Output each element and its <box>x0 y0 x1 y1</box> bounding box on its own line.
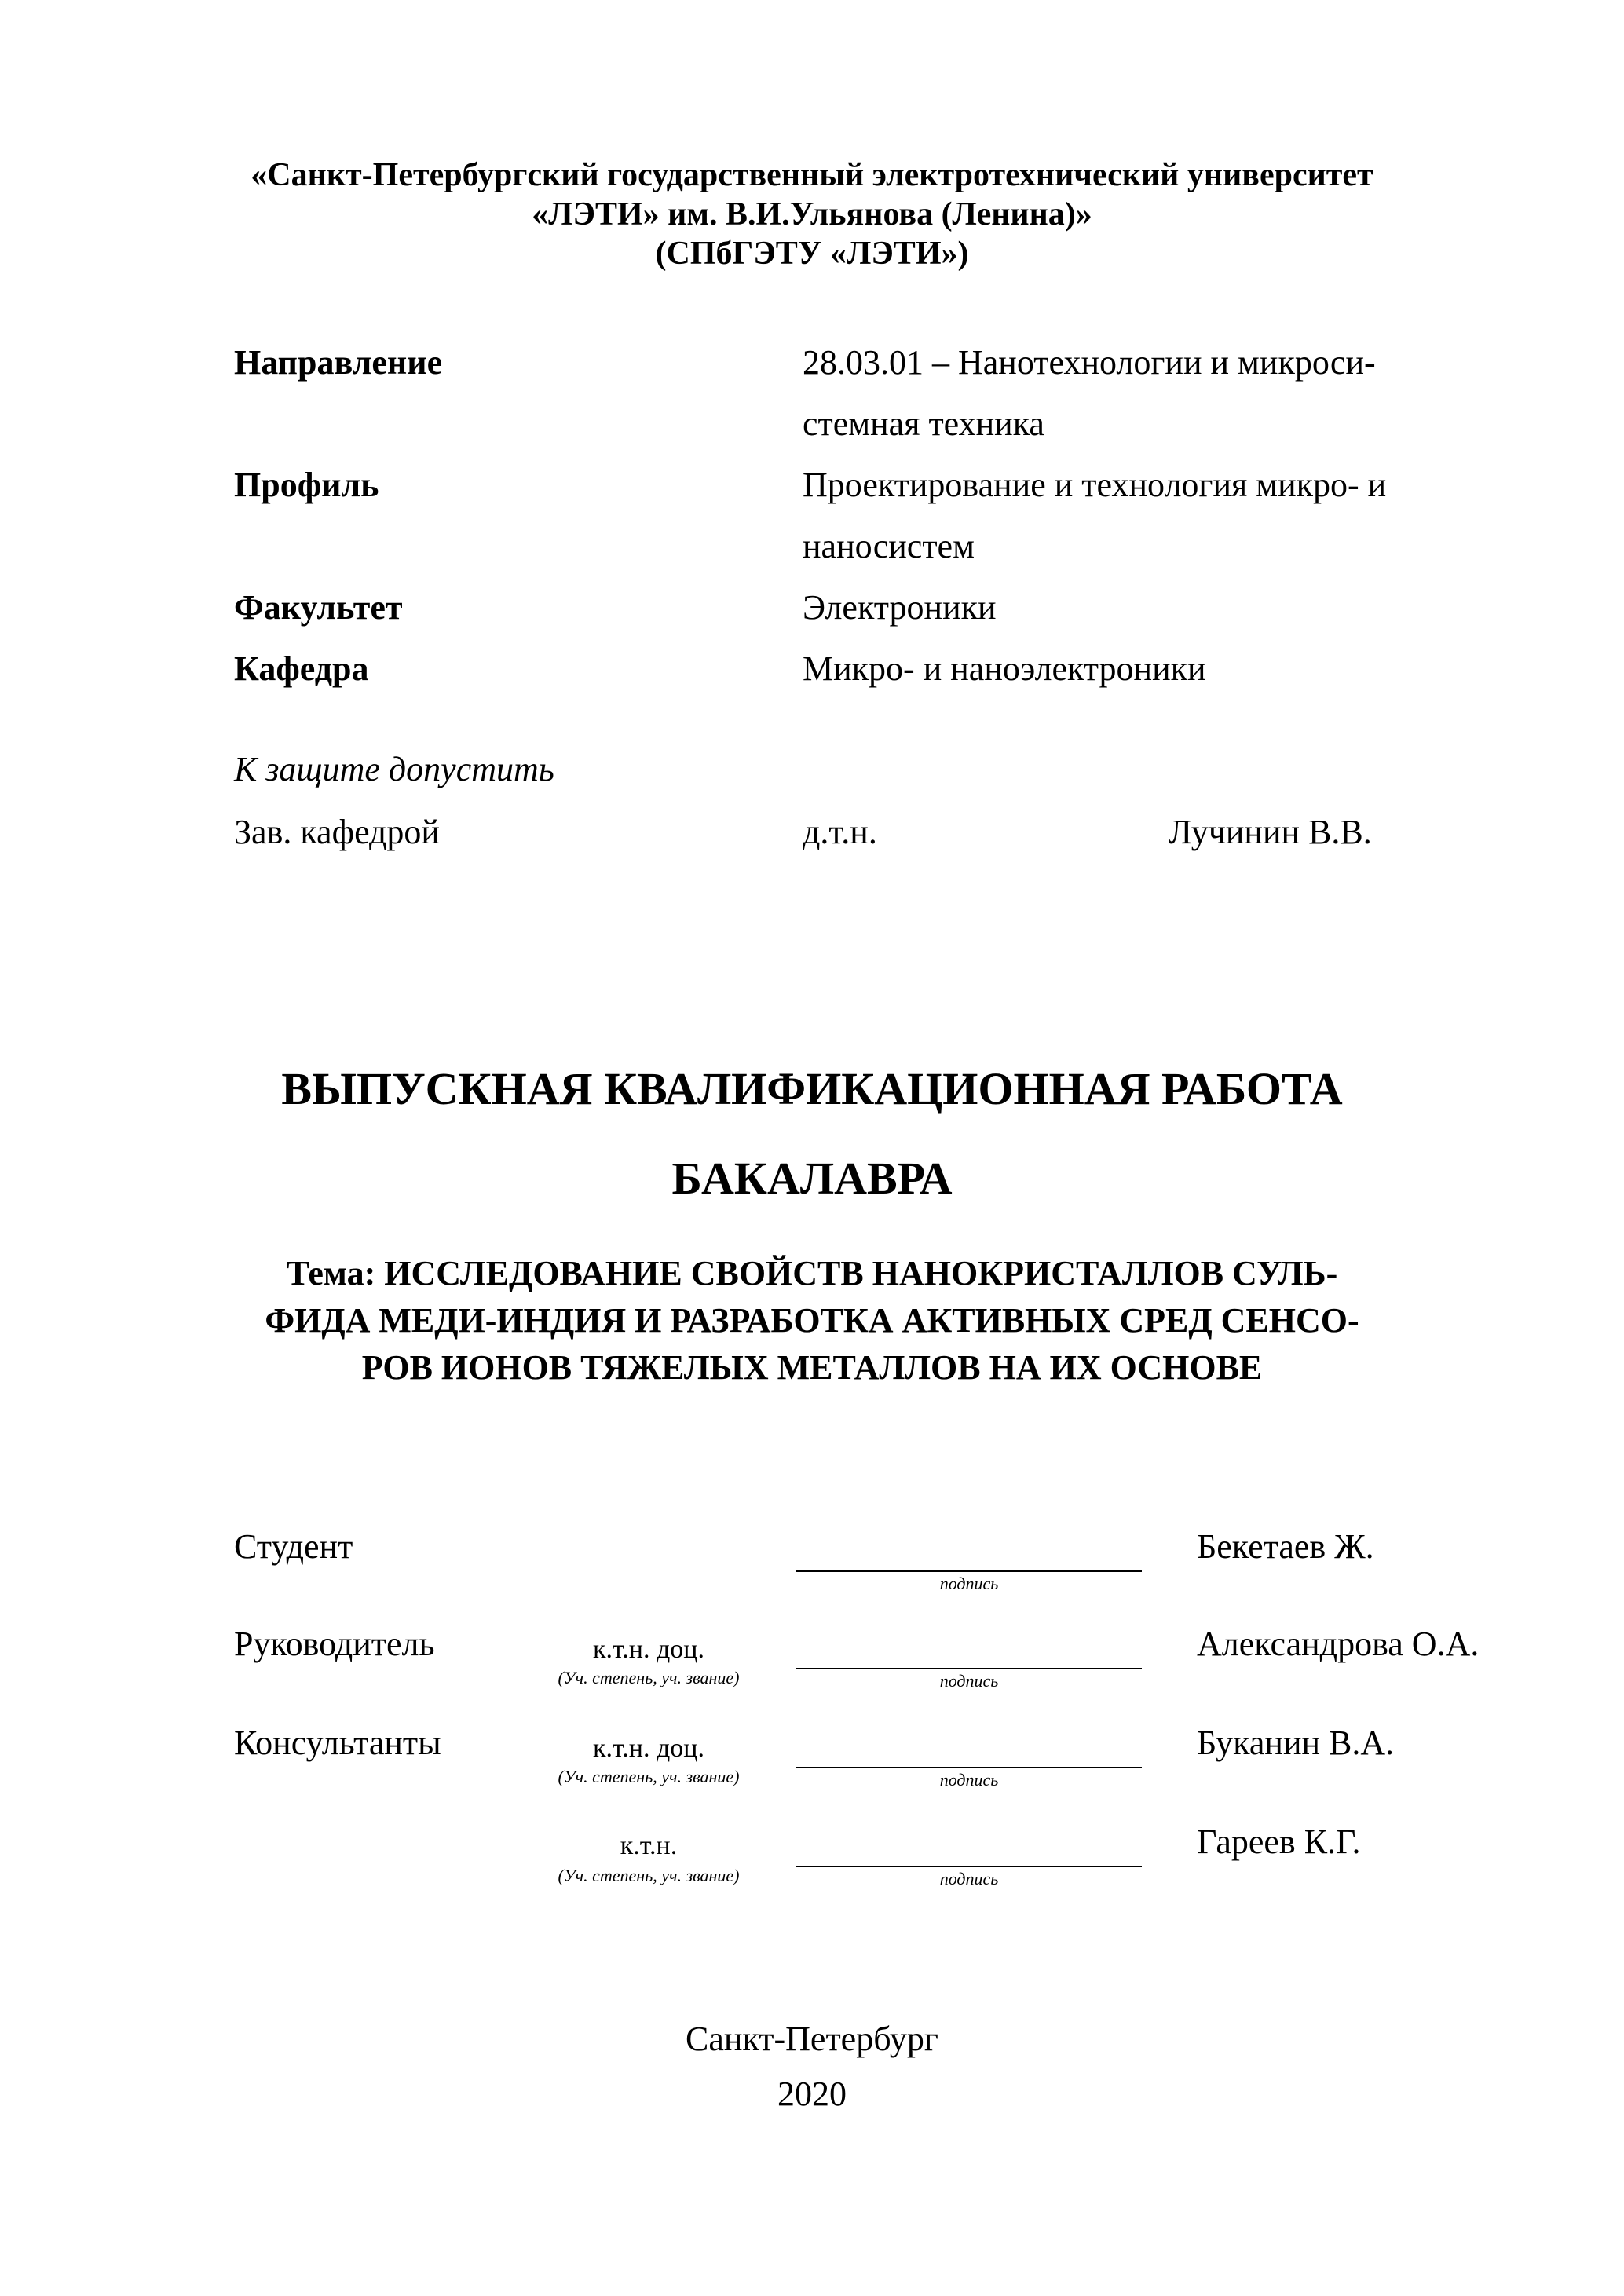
signature-line-consultant-2 <box>796 1866 1142 1867</box>
signature-rank-consultant-1: к.т.н. доц. <box>592 1734 704 1763</box>
university-line-3: (СПбГЭТУ «ЛЭТИ») <box>655 236 969 272</box>
field-value-faculty: Электроники <box>803 588 997 627</box>
signature-hint-student: подпись <box>939 1574 999 1593</box>
field-value-profile-line2: наносистем <box>803 527 975 565</box>
signature-name-consultant-1: Буканин В.А. <box>1197 1724 1395 1762</box>
signature-role-student: Студент <box>234 1527 353 1566</box>
signature-hint-consultant-2: подпись <box>939 1869 999 1888</box>
work-title-line-2: БАКАЛАВРА <box>671 1153 953 1204</box>
work-topic-line-1: Тема: ИССЛЕДОВАНИЕ СВОЙСТВ НАНОКРИСТАЛЛОВ СУЛЬ- <box>286 1254 1338 1292</box>
signature-rank-consultant-2: к.т.н. <box>620 1831 678 1860</box>
signature-rank-supervisor: к.т.н. доц. <box>592 1635 704 1664</box>
field-value-direction-line2: стемная техника <box>803 404 1044 443</box>
work-title <box>0 1044 1624 1223</box>
signature-rank-hint-consultant-1: (Уч. степень, уч. звание) <box>558 1767 740 1786</box>
work-topic-line-2: ФИДА МЕДИ-ИНДИЯ И РАЗРАБОТКА АКТИВНЫХ СРЕД СЕНСО- <box>265 1301 1359 1340</box>
signature-role-consultants: Консультанты <box>234 1724 441 1762</box>
approval-heading: К защите допустить <box>234 750 554 788</box>
signature-rank-hint-supervisor: (Уч. степень, уч. звание) <box>558 1668 740 1687</box>
signature-hint-consultant-1: подпись <box>939 1770 999 1790</box>
footer-year: 2020 <box>777 2075 847 2113</box>
signature-name-supervisor: Александрова О.А. <box>1197 1625 1480 1663</box>
field-label-profile: Профиль <box>234 466 379 504</box>
signature-line-supervisor <box>796 1668 1142 1669</box>
field-label-department: Кафедра <box>234 649 369 688</box>
work-title-line-1: ВЫПУСКНАЯ КВАЛИФИКАЦИОННАЯ РАБОТА <box>281 1063 1343 1114</box>
work-topic <box>0 1250 1624 1391</box>
university-line-2: «ЛЭТИ» им. В.И.Ульянова (Ленина)» <box>532 196 1092 232</box>
approval-name: Лучинин В.В. <box>1169 813 1372 851</box>
university-header <box>0 155 1624 273</box>
signature-rank-hint-consultant-2: (Уч. степень, уч. звание) <box>558 1866 740 1885</box>
signature-name-consultant-2: Гареев К.Г. <box>1197 1823 1361 1861</box>
signature-name-student: Бекетаев Ж. <box>1197 1527 1374 1566</box>
field-value-department: Микро- и наноэлектроники <box>803 649 1206 688</box>
footer-city: Санкт-Петербург <box>686 2020 938 2058</box>
field-value-direction-line1: 28.03.01 – Нанотехнологии и микроси- <box>803 343 1376 382</box>
field-value-profile-line1: Проектирование и технология микро- и <box>803 466 1387 504</box>
approval-degree: д.т.н. <box>803 813 877 851</box>
field-label-direction: Направление <box>234 343 443 382</box>
signature-line-consultant-1 <box>796 1767 1142 1768</box>
signature-line-student <box>796 1570 1142 1572</box>
footer <box>0 2012 1624 2122</box>
university-line-1: «Санкт-Петербургский государственный электротехнический университет <box>251 157 1373 193</box>
work-topic-line-3: РОВ ИОНОВ ТЯЖЕЛЫХ МЕТАЛЛОВ НА ИХ ОСНОВЕ <box>361 1348 1263 1387</box>
signature-role-supervisor: Руководитель <box>234 1625 435 1663</box>
signature-hint-supervisor: подпись <box>939 1671 999 1691</box>
field-label-faculty: Факультет <box>234 588 403 627</box>
approval-role: Зав. кафедрой <box>234 813 440 851</box>
